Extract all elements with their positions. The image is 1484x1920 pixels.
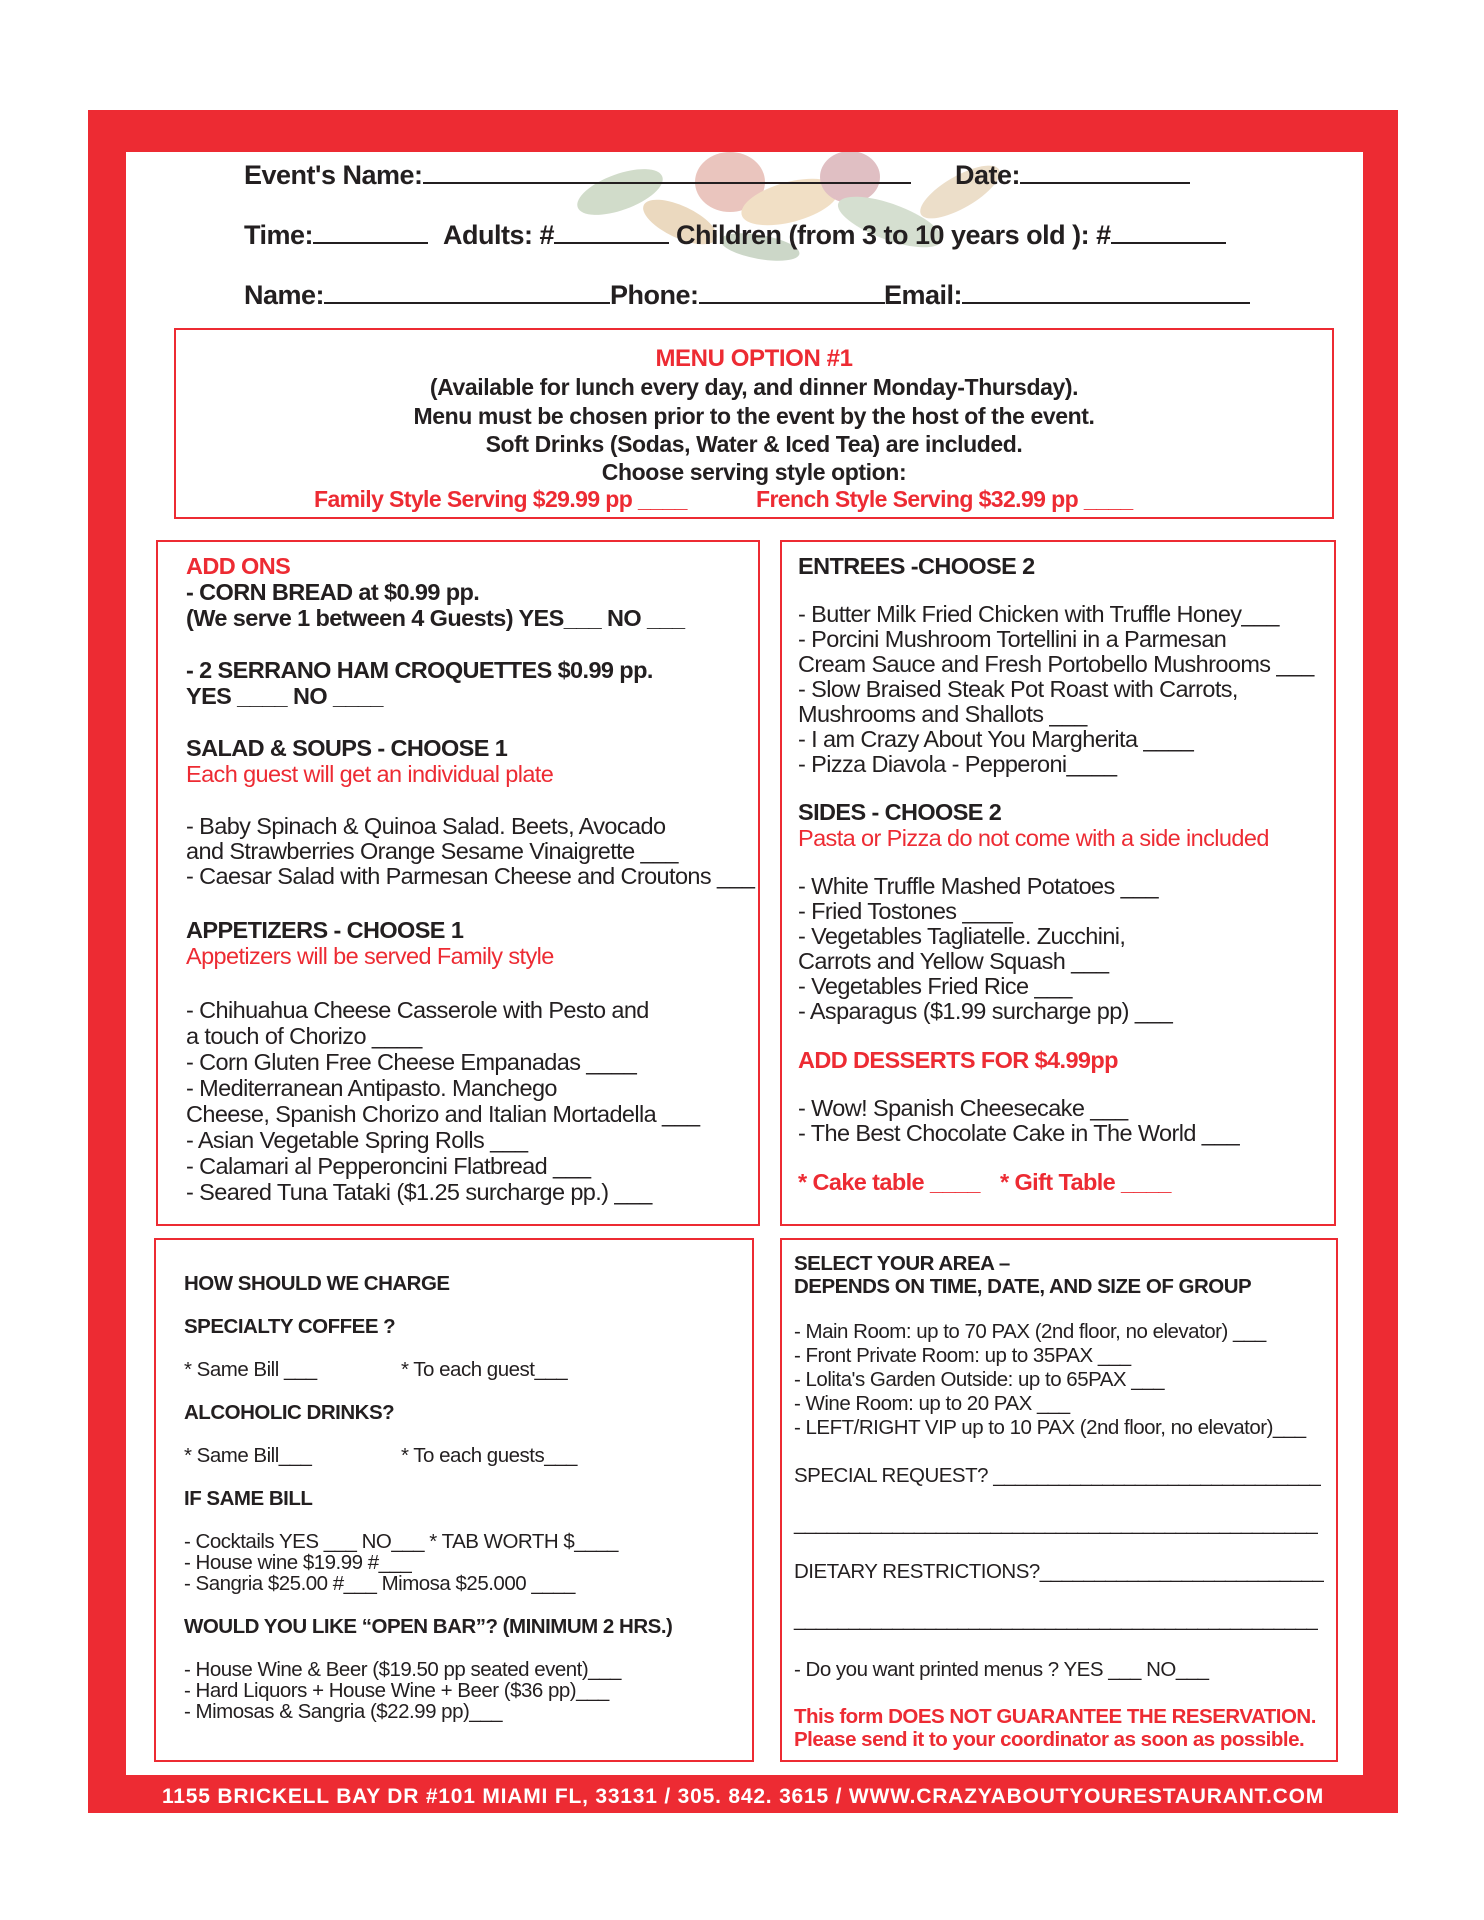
entree-3b[interactable]: Mushrooms and Shallots ___: [798, 701, 1087, 727]
adults-field[interactable]: [443, 220, 669, 251]
phone-blank[interactable]: [699, 280, 885, 304]
menu-availability: (Available for lunch every day, and dinner Monday-Thursday).: [429, 374, 1079, 400]
dietary-restrictions-line[interactable]: ________________________________________________: [794, 1608, 1318, 1631]
appetizer-4[interactable]: - Asian Vegetable Spring Rolls ___: [186, 1127, 528, 1153]
warning-line-1: This form DOES NOT GUARANTEE THE RESERVATION.: [794, 1705, 1316, 1728]
open-bar-question: WOULD YOU LIKE “OPEN BAR”? (MINIMUM 2 HRS.): [184, 1615, 673, 1638]
event-name-label: Event's Name:: [244, 160, 423, 190]
area-main-room[interactable]: - Main Room: up to 70 PAX (2nd floor, no elevator) ___: [794, 1320, 1266, 1343]
phone-field[interactable]: [610, 280, 885, 311]
sides-subtitle: Pasta or Pizza do not come with a side included: [798, 825, 1269, 851]
salad-option-1b[interactable]: and Strawberries Orange Sesame Vinaigrette ___: [186, 838, 678, 864]
email-label: Email:: [884, 280, 963, 310]
sangria-mimosa-option[interactable]: - Sangria $25.00 #___ Mimosa $25.000 ____: [184, 1572, 575, 1595]
name-field[interactable]: [244, 280, 610, 311]
event-name-field[interactable]: [244, 160, 911, 191]
event-name-blank[interactable]: [423, 160, 911, 184]
footer-contact: 1155 BRICKELL BAY DR #101 MIAMI FL, 33131 / 305. 842. 3615 / WWW.CRAZYABOUTYOURESTAURANT.COM: [161, 1785, 1324, 1808]
appetizer-2[interactable]: - Corn Gluten Free Cheese Empanadas ____: [186, 1049, 637, 1075]
appetizer-3b[interactable]: Cheese, Spanish Chorizo and Italian Mortadella ___: [186, 1101, 700, 1127]
entree-1[interactable]: - Butter Milk Fried Chicken with Truffle Honey___: [798, 601, 1279, 627]
area-front-private-room[interactable]: - Front Private Room: up to 35PAX ___: [794, 1344, 1131, 1367]
alcohol-same-bill[interactable]: * Same Bill___: [184, 1444, 312, 1467]
warning-line-2: Please send it to your coordinator as soon as possible.: [794, 1728, 1305, 1751]
corn-bread-item: - CORN BREAD at $0.99 pp.: [186, 579, 480, 605]
coffee-same-bill[interactable]: * Same Bill ___: [184, 1358, 317, 1381]
date-label: Date:: [955, 160, 1021, 190]
adults-label: Adults: #: [443, 220, 555, 250]
sides-title: SIDES - CHOOSE 2: [798, 799, 1002, 825]
email-field[interactable]: [884, 280, 1250, 311]
date-field[interactable]: [955, 160, 1190, 191]
open-bar-option-1[interactable]: - House Wine & Beer ($19.50 pp seated event)___: [184, 1658, 621, 1681]
charge-title: HOW SHOULD WE CHARGE: [184, 1272, 450, 1295]
date-blank[interactable]: [1020, 160, 1190, 184]
entree-3a: - Slow Braised Steak Pot Roast with Carrots,: [798, 676, 1238, 702]
appetizer-1a: - Chihuahua Cheese Casserole with Pesto and: [186, 997, 649, 1023]
area-wine-room[interactable]: - Wine Room: up to 20 PAX ___: [794, 1392, 1070, 1415]
entrees-box: [780, 540, 1336, 1226]
entree-2b[interactable]: Cream Sauce and Fresh Portobello Mushrooms ___: [798, 651, 1314, 677]
dessert-2[interactable]: - The Best Chocolate Cake in The World ___: [798, 1120, 1240, 1146]
dessert-1[interactable]: - Wow! Spanish Cheesecake ___: [798, 1095, 1128, 1121]
appetizers-subtitle: Appetizers will be served Family style: [186, 943, 554, 969]
side-3a: - Vegetables Tagliatelle. Zucchini,: [798, 923, 1126, 949]
same-bill-title: IF SAME BILL: [184, 1487, 313, 1510]
area-box: [780, 1238, 1338, 1762]
charge-box: [154, 1238, 754, 1762]
entrees-title: ENTREES -CHOOSE 2: [798, 553, 1035, 579]
area-title-1: SELECT YOUR AREA –: [794, 1252, 1010, 1275]
time-field[interactable]: [244, 220, 428, 251]
house-wine-option[interactable]: - House wine $19.99 #___: [184, 1551, 412, 1574]
alcohol-question: ALCOHOLIC DRINKS?: [184, 1401, 395, 1424]
appetizer-6[interactable]: - Seared Tuna Tataki ($1.25 surcharge pp.) ___: [186, 1179, 652, 1205]
special-request-line[interactable]: ________________________________________________: [794, 1512, 1318, 1535]
salad-title: SALAD & SOUPS - CHOOSE 1: [186, 735, 508, 761]
special-request-field[interactable]: SPECIAL REQUEST? ______________________________: [794, 1464, 1321, 1487]
menu-style-prompt: Choose serving style option:: [601, 459, 907, 485]
coffee-question: SPECIALTY COFFEE ?: [184, 1315, 396, 1338]
entree-4[interactable]: - I am Crazy About You Margherita ____: [798, 726, 1194, 752]
alcohol-each-guest[interactable]: * To each guests___: [401, 1444, 577, 1467]
salad-option-2[interactable]: - Caesar Salad with Parmesan Cheese and Croutons ___: [186, 863, 755, 889]
email-blank[interactable]: [962, 280, 1250, 304]
addons-title: ADD ONS: [186, 553, 291, 579]
phone-label: Phone:: [610, 280, 699, 310]
french-style-option[interactable]: French Style Serving $32.99 pp ____: [756, 486, 1133, 512]
menu-host-note: Menu must be chosen prior to the event by the host of the event.: [413, 403, 1095, 429]
croquettes-item: - 2 SERRANO HAM CROQUETTES $0.99 pp.: [186, 657, 653, 683]
side-3b[interactable]: Carrots and Yellow Squash ___: [798, 948, 1109, 974]
appetizer-5[interactable]: - Calamari al Pepperoncini Flatbread ___: [186, 1153, 591, 1179]
children-field[interactable]: [676, 220, 1226, 251]
menu-drinks-note: Soft Drinks (Sodas, Water & Iced Tea) are included.: [485, 431, 1023, 457]
cocktails-option[interactable]: - Cocktails YES ___ NO___ * TAB WORTH $____: [184, 1530, 618, 1553]
side-1[interactable]: - White Truffle Mashed Potatoes ___: [798, 873, 1158, 899]
cake-table-option[interactable]: * Cake table ____: [798, 1169, 980, 1195]
appetizers-title: APPETIZERS - CHOOSE 1: [186, 917, 464, 943]
coffee-each-guest[interactable]: * To each guest___: [401, 1358, 568, 1381]
desserts-title: ADD DESSERTS FOR $4.99pp: [798, 1047, 1118, 1073]
entree-5[interactable]: - Pizza Diavola - Pepperoni____: [798, 751, 1117, 777]
time-label: Time:: [244, 220, 314, 250]
side-2[interactable]: - Fried Tostones ____: [798, 898, 1013, 924]
open-bar-option-2[interactable]: - Hard Liquors + House Wine + Beer ($36 pp)___: [184, 1679, 609, 1702]
area-lolitas-garden[interactable]: - Lolita's Garden Outside: up to 65PAX ___: [794, 1368, 1164, 1391]
addons-box: [156, 540, 760, 1226]
appetizer-1b[interactable]: a touch of Chorizo ____: [186, 1023, 422, 1049]
area-vip[interactable]: - LEFT/RIGHT VIP up to 10 PAX (2nd floor, no elevator)___: [794, 1416, 1306, 1439]
dietary-restrictions-field[interactable]: DIETARY RESTRICTIONS?__________________________: [794, 1560, 1324, 1583]
children-blank[interactable]: [1111, 220, 1226, 244]
name-label: Name:: [244, 280, 325, 310]
adults-blank[interactable]: [554, 220, 669, 244]
menu-option-title: MENU OPTION #1: [655, 345, 853, 372]
menu-option-box: [174, 328, 1334, 519]
printed-menus-question[interactable]: - Do you want printed menus ? YES ___ NO___: [794, 1658, 1209, 1681]
appetizer-3a: - Mediterranean Antipasto. Manchego: [186, 1075, 557, 1101]
side-4[interactable]: - Vegetables Fried Rice ___: [798, 973, 1072, 999]
children-label: Children (from 3 to 10 years old ): #: [676, 220, 1111, 250]
open-bar-option-3[interactable]: - Mimosas & Sangria ($22.99 pp)___: [184, 1700, 503, 1723]
name-blank[interactable]: [324, 280, 610, 304]
croquettes-yes-no[interactable]: YES ____ NO ____: [186, 683, 383, 709]
salad-subtitle: Each guest will get an individual plate: [186, 761, 554, 787]
side-5[interactable]: - Asparagus ($1.99 surcharge pp) ___: [798, 998, 1173, 1024]
family-style-option[interactable]: Family Style Serving $29.99 pp ____: [314, 486, 687, 512]
salad-option-1a: - Baby Spinach & Quinoa Salad. Beets, Avocado: [186, 813, 666, 839]
corn-bread-yes-no[interactable]: (We serve 1 between 4 Guests) YES___ NO ___: [186, 605, 685, 631]
entree-2a: - Porcini Mushroom Tortellini in a Parmesan: [798, 626, 1227, 652]
time-blank[interactable]: [313, 220, 428, 244]
area-title-2: DEPENDS ON TIME, DATE, AND SIZE OF GROUP: [794, 1275, 1252, 1298]
gift-table-option[interactable]: * Gift Table ____: [1000, 1169, 1171, 1195]
